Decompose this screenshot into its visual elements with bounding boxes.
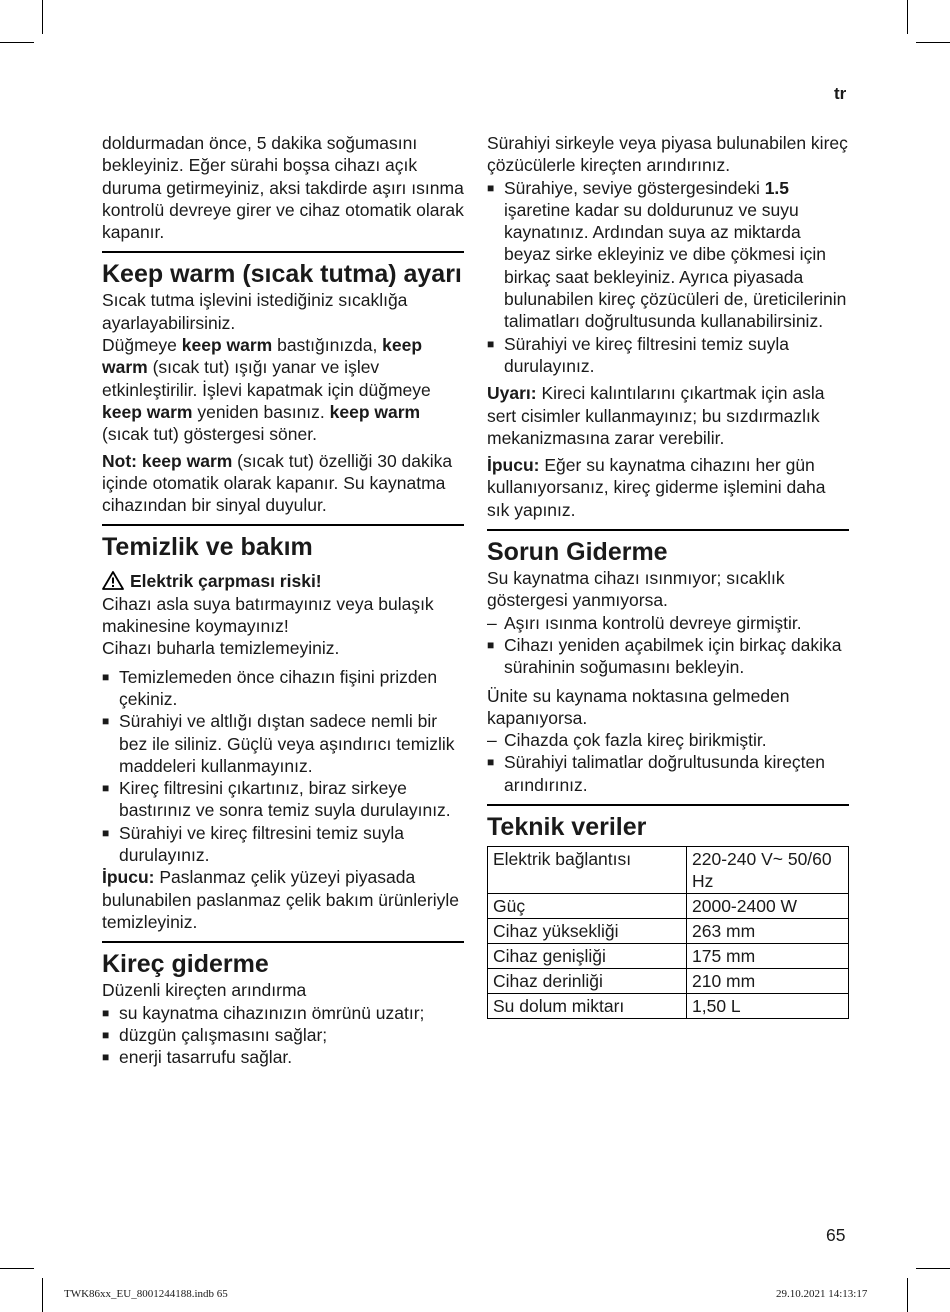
cleaning-heading: Temizlik ve bakım bbox=[102, 533, 313, 562]
footer-file-info: TWK86xx_EU_8001244188.indb 65 bbox=[64, 1288, 228, 1300]
spec-value: 220-240 V~ 50/60 Hz bbox=[687, 847, 849, 894]
troubleshooting-heading: Sorun Giderme bbox=[487, 538, 668, 567]
table-row bbox=[488, 847, 849, 894]
cause-item: – Cihazda çok fazla kireç birikmiştir. bbox=[487, 729, 849, 751]
list-item: ■ düzgün çalışmasını sağlar; bbox=[102, 1024, 464, 1046]
warning-text: Cihazı asla suya batırmayınız veya bulaşık makinesine koymayınız! bbox=[102, 593, 434, 637]
list-item: ■ enerji tasarrufu sağlar. bbox=[102, 1046, 464, 1068]
spec-label: Elektrik bağlantısı bbox=[488, 847, 687, 894]
table-row bbox=[488, 894, 849, 919]
spec-label: Cihaz derinliği bbox=[488, 969, 687, 994]
footer-timestamp: 29.10.2021 14:13:17 bbox=[776, 1288, 868, 1300]
crop-mark bbox=[907, 0, 908, 34]
right-column bbox=[487, 132, 849, 1019]
table-row bbox=[488, 919, 849, 944]
descale-benefits-list bbox=[102, 1002, 464, 1069]
descale-heading: Kireç giderme bbox=[102, 950, 269, 979]
left-column bbox=[102, 132, 464, 1068]
keep-warm-paragraph: Sıcak tutma işlevini istediğiniz sıcaklığa ayarlayabilirsiniz. bbox=[102, 290, 408, 333]
list-item: ■ Sürahiye, seviye göstergesindeki 1.5 işaretine kadar su doldurunuz ve suyu kaynatınız. Ardından suya az miktarda beyaz sirke ekleyiniz ve dibe çökmesi için birkaç saat bekleyiniz. Ayrıca piyasada bulunabilen kireç çözücüleri de, üreticilerinin talimatları doğrultusunda kullanabilirsiniz. bbox=[487, 177, 849, 333]
list-item: ■ Kireç filtresini çıkartınız, biraz sirkeye bastırınız ve sonra temiz suyla durulayınız. bbox=[102, 777, 464, 822]
spec-label: Cihaz genişliği bbox=[488, 944, 687, 969]
spec-label: Cihaz yüksekliği bbox=[488, 919, 687, 944]
technical-data-heading: Teknik veriler bbox=[487, 813, 647, 842]
fix-list bbox=[487, 751, 849, 796]
intro-paragraph: doldurmadan önce, 5 dakika soğumasını bekleyiniz. Eğer sürahi boşsa cihazı açık duruma getirmeyiniz, aksi takdirde aşırı ısınma kontrolü devreye girer ve cihaz otomatik olarak kapanır. bbox=[102, 133, 464, 243]
cause-list bbox=[487, 612, 849, 634]
language-tag: tr bbox=[834, 84, 847, 103]
warning-triangle-icon bbox=[102, 571, 124, 590]
descale-intro: Düzenli kireçten arındırma bbox=[102, 980, 307, 1001]
spec-label: Güç bbox=[488, 894, 687, 919]
spec-value: 263 mm bbox=[687, 919, 849, 944]
electric-shock-warning-title: Elektrik çarpması riski! bbox=[102, 570, 464, 592]
cleaning-list bbox=[102, 666, 464, 867]
crop-mark bbox=[916, 1268, 950, 1269]
warning-text: Cihazı buharla temizlemeyiniz. bbox=[102, 638, 340, 659]
descale-steps-list bbox=[487, 177, 849, 378]
spec-label: Su dolum miktarı bbox=[488, 994, 687, 1019]
descale-method-paragraph: Sürahiyi sirkeyle veya piyasa bulunabilen kireç çözücülerle kireçten arındırınız. bbox=[487, 133, 848, 176]
table-row bbox=[488, 994, 849, 1019]
technical-data-table bbox=[487, 846, 849, 1019]
spec-value: 1,50 L bbox=[687, 994, 849, 1019]
page-number: 65 bbox=[826, 1225, 846, 1245]
keep-warm-heading: Keep warm (sıcak tutma) ayarı bbox=[102, 260, 462, 289]
crop-mark bbox=[42, 1278, 43, 1312]
crop-mark bbox=[907, 1278, 908, 1312]
spec-value: 175 mm bbox=[687, 944, 849, 969]
fix-item: ■ Cihazı yeniden açabilmek için birkaç dakika sürahinin soğumasını bekleyin. bbox=[487, 634, 849, 679]
problem-text: Ünite su kaynama noktasına gelmeden kapanıyorsa. bbox=[487, 685, 790, 728]
fix-item: ■ Sürahiyi talimatlar doğrultusunda kireçten arındırınız. bbox=[487, 751, 849, 796]
descale-warning: Uyarı: Kireci kalıntılarını çıkartmak için asla sert cisimler kullanmayınız; bu sızdırmazlık mekanizmasına zarar verebilir. bbox=[487, 383, 825, 448]
crop-mark bbox=[0, 1268, 34, 1269]
keep-warm-instructions: Düğmeye keep warm bastığınızda, keep warm (sıcak tut) ışığı yanar ve işlev etkinleştirilir. İşlevi kapatmak için düğmeye keep warm yeniden basınız. keep warm (sıcak tut) göstergesi söner. bbox=[102, 335, 431, 445]
spec-value: 2000-2400 W bbox=[687, 894, 849, 919]
crop-mark bbox=[0, 42, 34, 43]
keep-warm-note: Not: keep warm (sıcak tut) özelliği 30 dakika içinde otomatik olarak kapanır. Su kaynatma cihazından bir sinyal duyulur. bbox=[102, 450, 453, 516]
list-item: ■ Temizlemeden önce cihazın fişini prizden çekiniz. bbox=[102, 666, 464, 711]
list-item: ■ Sürahiyi ve altlığı dıştan sadece nemli bir bez ile siliniz. Güçlü veya aşındırıcı temizlik maddeleri kullanmayınız. bbox=[102, 710, 464, 777]
problem-text: Su kaynatma cihazı ısınmıyor; sıcaklık göstergesi yanmıyorsa. bbox=[487, 568, 785, 611]
list-item: ■ su kaynatma cihazınızın ömrünü uzatır; bbox=[102, 1002, 464, 1024]
table-row bbox=[488, 969, 849, 994]
descale-tip: İpucu: Eğer su kaynatma cihazını her gün kullanıyorsanız, kireç giderme işlemini daha sık yapınız. bbox=[487, 455, 826, 520]
crop-mark bbox=[42, 0, 43, 34]
cause-list bbox=[487, 729, 849, 751]
spec-value: 210 mm bbox=[687, 969, 849, 994]
crop-mark bbox=[916, 42, 950, 43]
cause-item: – Aşırı ısınma kontrolü devreye girmiştir. bbox=[487, 612, 849, 634]
list-item: ■ Sürahiyi ve kireç filtresini temiz suyla durulayınız. bbox=[102, 822, 464, 867]
table-row bbox=[488, 944, 849, 969]
fix-list bbox=[487, 634, 849, 679]
cleaning-tip: İpucu: Paslanmaz çelik yüzeyi piyasada bulunabilen paslanmaz çelik bakım ürünleriyle temizleyiniz. bbox=[102, 867, 459, 932]
list-item: ■ Sürahiyi ve kireç filtresini temiz suyla durulayınız. bbox=[487, 333, 849, 378]
